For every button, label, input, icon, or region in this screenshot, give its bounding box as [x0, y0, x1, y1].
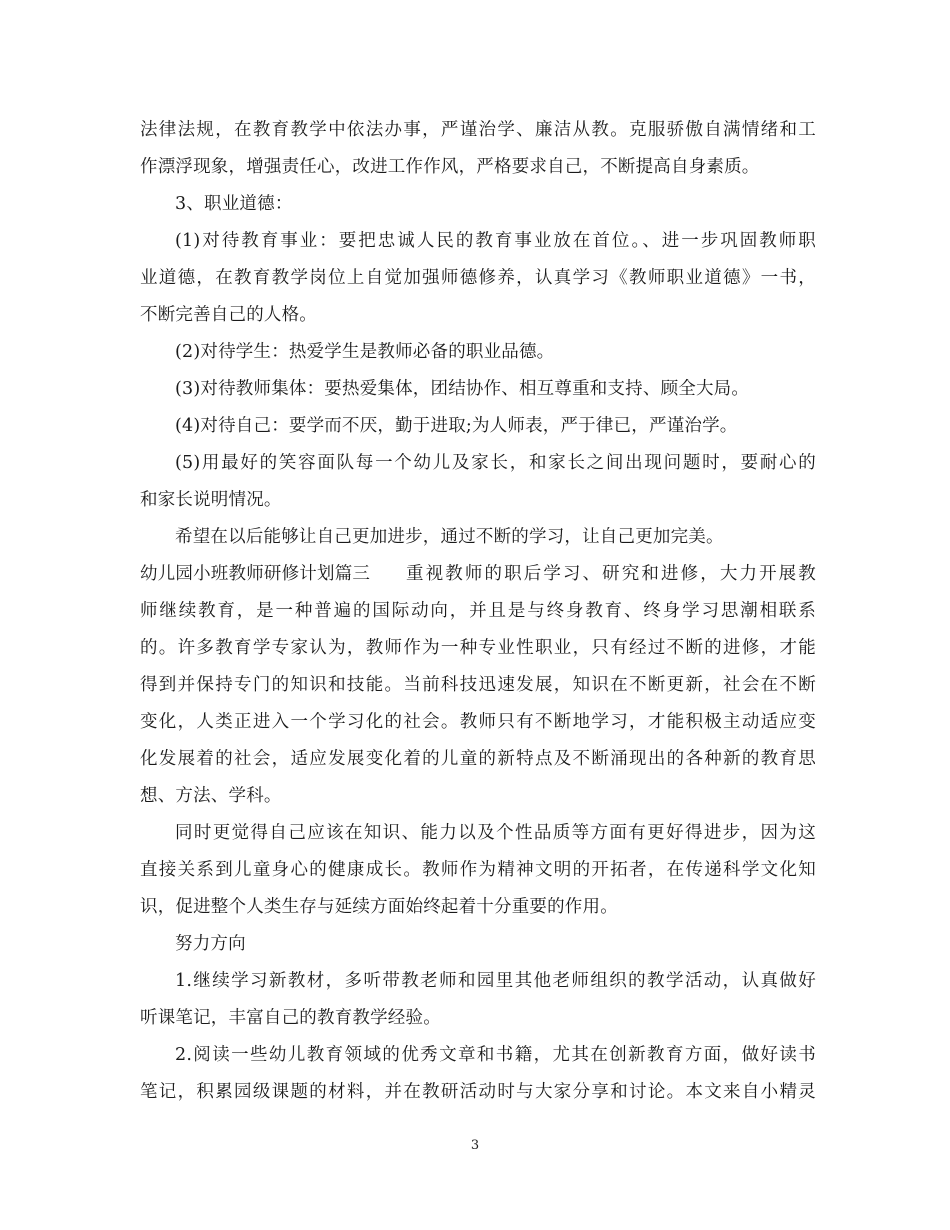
paragraph-line: (1)对待教育事业：要把忠诚人民的教育事业放在首位。、进一步巩固教师职: [175, 231, 816, 251]
paragraph-line: (5)用最好的笑容面队每一个幼儿及家长，和家长之间出现问题时，要耐心的: [175, 453, 816, 473]
paragraph-line: 师继续教育，是一种普遍的国际动向，并且是与终身教育、终身学习思潮相联系: [140, 601, 816, 621]
paragraph-line: 1.继续学习新教材，多听带教老师和园里其他老师组织的教学活动，认真做好: [175, 971, 816, 991]
paragraph-line: 希望在以后能够让自己更加进步，通过不断的学习，让自己更加完美。: [175, 527, 724, 547]
paragraph-line: 变化，人类正进入一个学习化的社会。教师只有不断地学习，才能积极主动适应变: [140, 712, 816, 732]
article-heading: 幼儿园小班教师研修计划篇三: [140, 564, 371, 584]
paragraph-line: 法律法规，在教育教学中依法办事，严谨治学、廉洁从教。克服骄傲自满情绪和工: [140, 120, 816, 140]
document-body: [140, 112, 816, 1111]
paragraph-line: 直接关系到儿童身心的健康成长。教师作为精神文明的开拓者，在传递科学文化知: [140, 860, 816, 880]
paragraph-line: 识，促进整个人类生存与延续方面始终起着十分重要的作用。: [140, 897, 618, 917]
paragraph-line: 不断完善自己的人格。: [140, 305, 317, 325]
paragraph-line: 听课笔记，丰富自己的教育教学经验。: [140, 1008, 441, 1028]
section-heading: 努力方向: [175, 934, 246, 954]
paragraph-line: (3)对待教师集体：要热爱集体，团结协作、相互尊重和支持、顾全大局。: [175, 379, 750, 399]
paragraph-line: 的。许多教育学专家认为，教师作为一种专业性职业，只有经过不断的进修，才能: [140, 638, 816, 658]
paragraph-line: 业道德，在教育教学岗位上自觉加强师德修养，认真学习《教师职业道德》一书，: [140, 268, 816, 288]
paragraph-line: [140, 556, 816, 593]
section-heading: 3、职业道德：: [175, 194, 293, 214]
paragraph-line: 作漂浮现象，增强责任心，改进工作作风，严格要求自己，不断提高自身素质。: [140, 157, 760, 177]
paragraph-line: 2.阅读一些幼儿教育领域的优秀文章和书籍，尤其在创新教育方面，做好读书: [175, 1045, 816, 1065]
paragraph-line-text: 重视教师的职后学习、研究和进修，大力开展教: [404, 564, 816, 584]
page-number: 3: [470, 1138, 480, 1153]
paragraph-line: 和家长说明情况。: [140, 490, 282, 510]
paragraph-line: (4)对待自己：要学而不厌，勤于进取;为人师表，严于律已，严谨治学。: [175, 416, 738, 436]
paragraph-line: 想、方法、学科。: [140, 786, 282, 806]
paragraph-line: (2)对待学生：热爱学生是教师必备的职业品德。: [175, 342, 555, 362]
paragraph-line: 得到并保持专门的知识和技能。当前科技迅速发展，知识在不断更新，社会在不断: [140, 675, 816, 695]
paragraph-line: 化发展着的社会，适应发展变化着的儿童的新特点及不断涌现出的各种新的教育思: [140, 749, 816, 769]
paragraph-line: 笔记，积累园级课题的材料，并在教研活动时与大家分享和讨论。本文来自小精灵: [140, 1082, 816, 1102]
paragraph-line: 同时更觉得自己应该在知识、能力以及个性品质等方面有更好得进步，因为这: [175, 823, 816, 843]
